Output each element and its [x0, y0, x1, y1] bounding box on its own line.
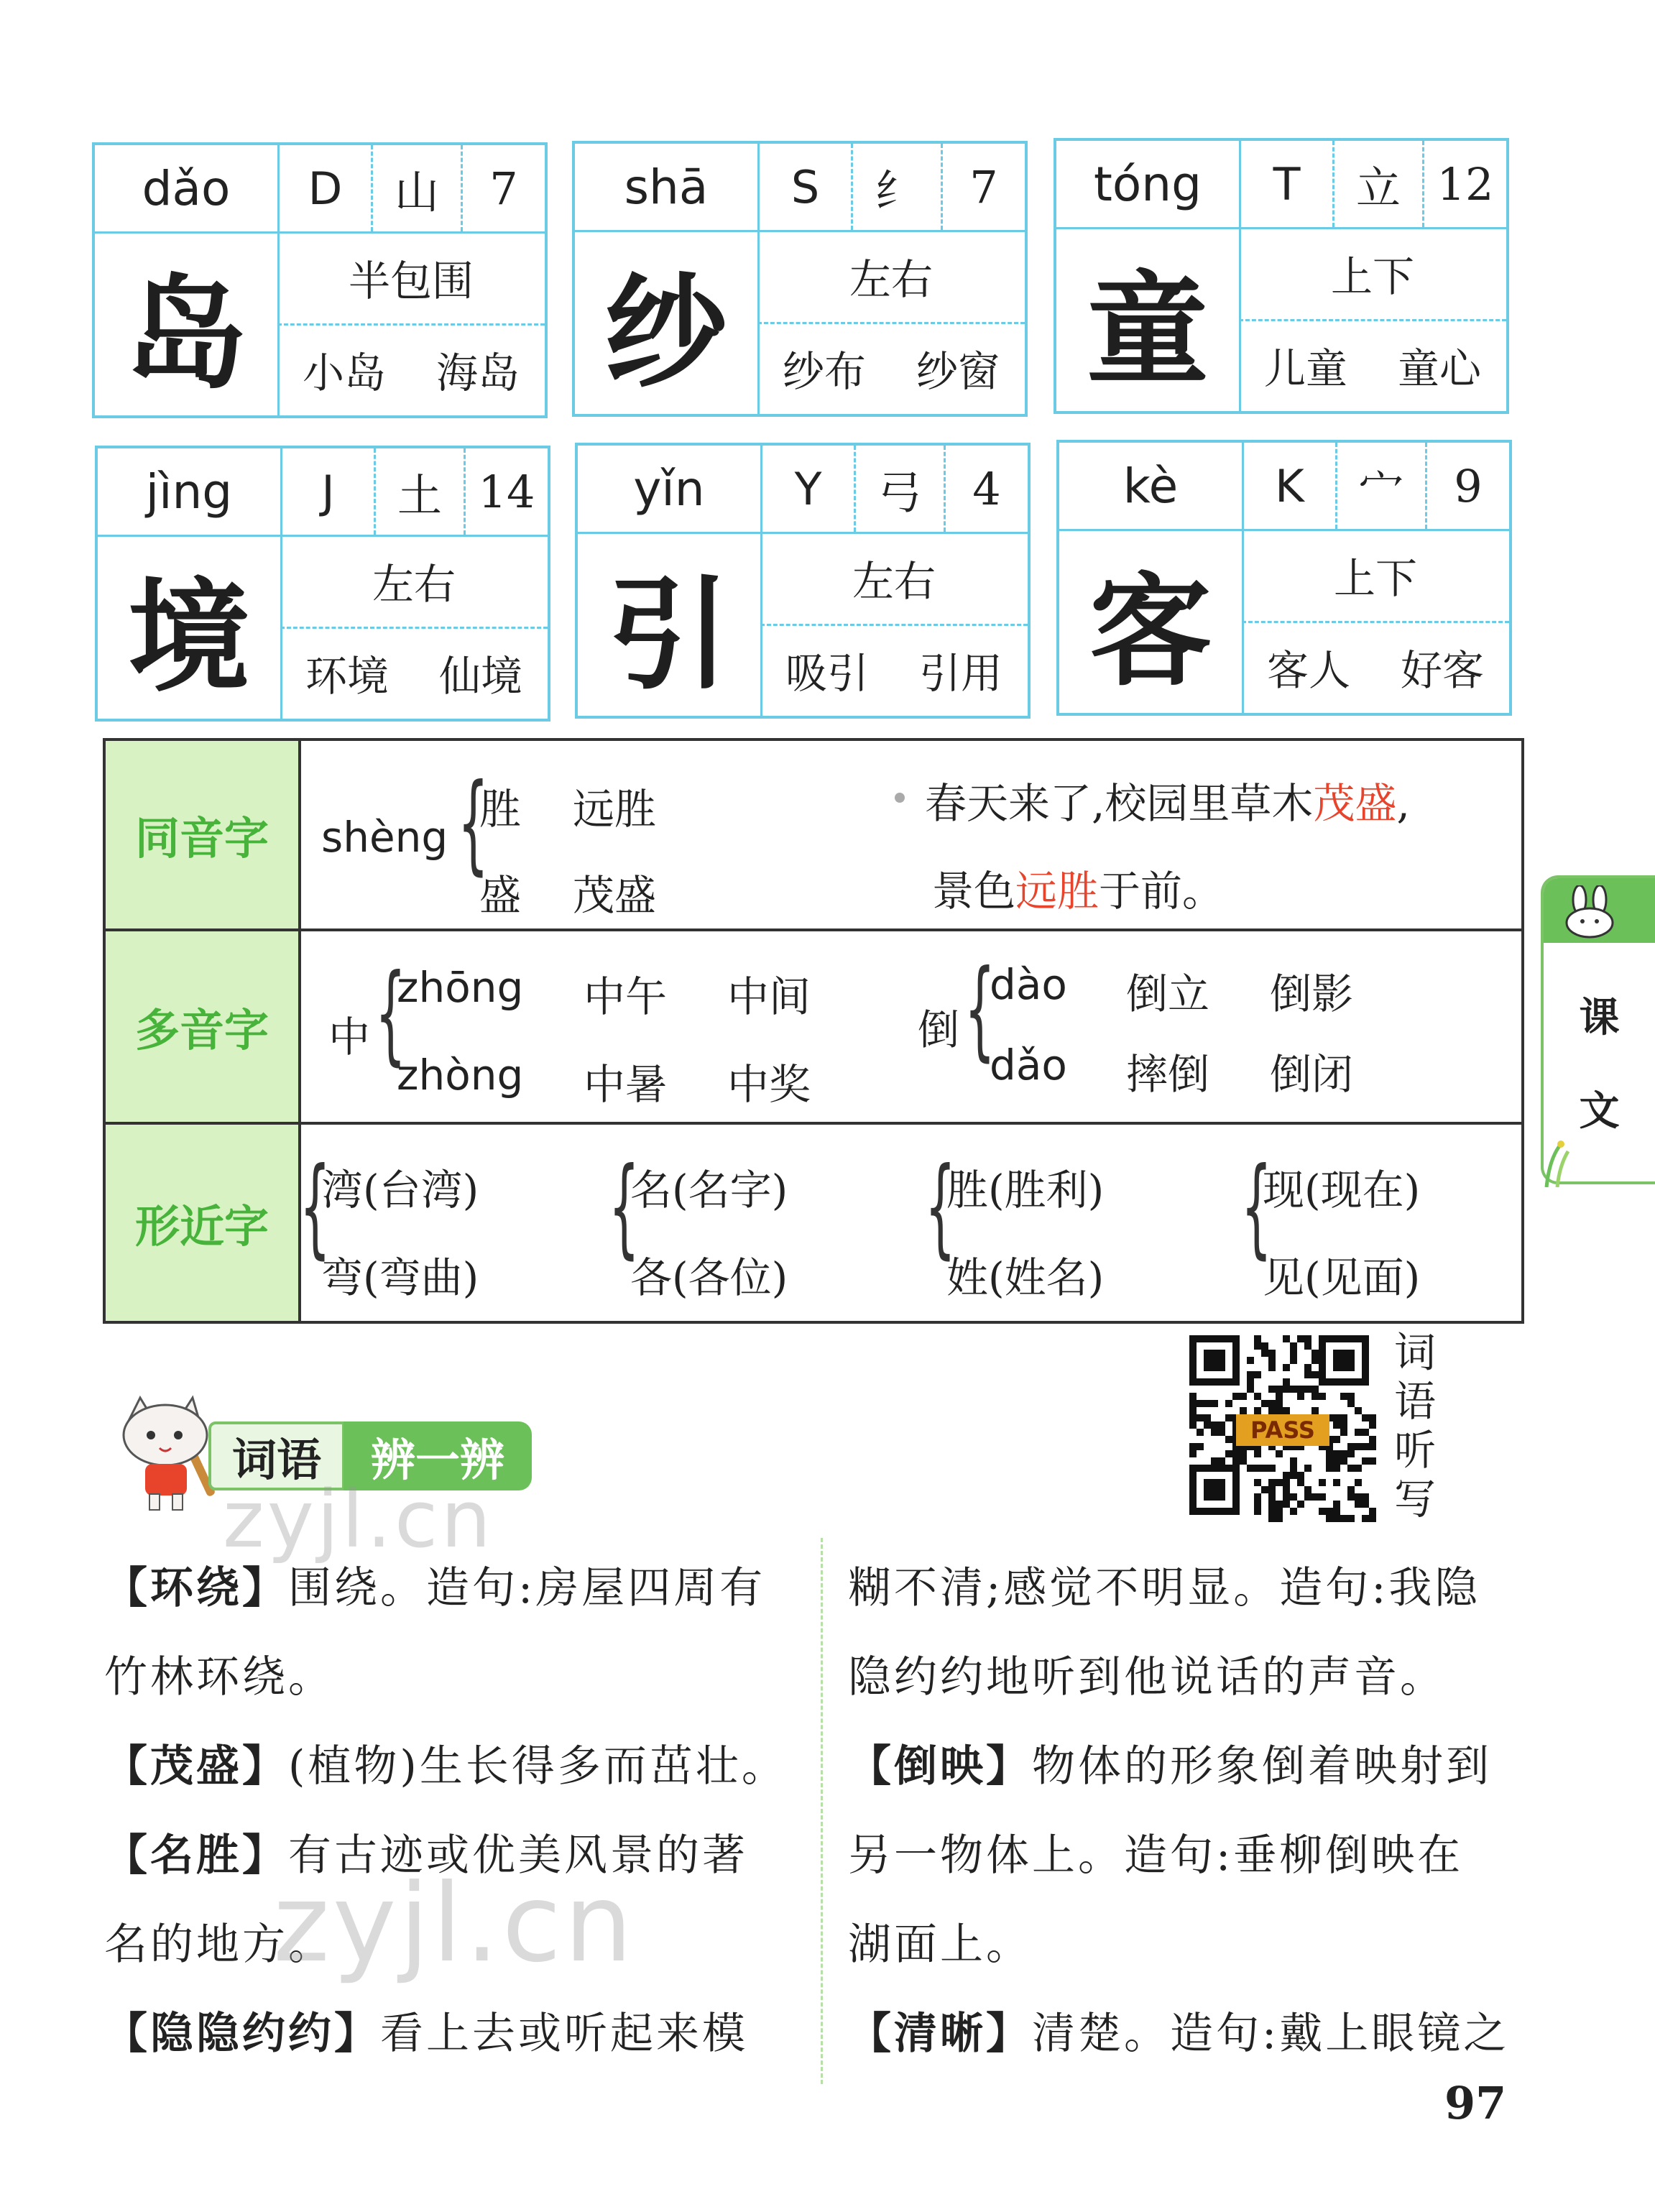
- bullet-icon: [895, 793, 905, 803]
- card-words: [280, 627, 548, 719]
- card-radical: 纟: [851, 144, 941, 230]
- definition-keyword: 【环绕】: [104, 1563, 288, 1613]
- card-character: 童: [1056, 227, 1241, 411]
- definition-text: 看上去或听起来模: [380, 2009, 748, 2059]
- definition-line: [104, 1633, 334, 1722]
- card-radical: 弓: [854, 446, 944, 532]
- homophone-label: 同音字: [106, 741, 301, 928]
- similar-char-item: 胜(胜利): [946, 1166, 1105, 1215]
- card-character: 客: [1059, 529, 1244, 713]
- character-comparison-table: [103, 738, 1524, 1324]
- section-title-a: 词语: [208, 1421, 345, 1490]
- definition-line: [848, 1900, 1032, 1989]
- card-word: 儿童: [1263, 344, 1347, 393]
- definition-keyword: 【茂盛】: [104, 1741, 288, 1792]
- polyphone-label: 多音字: [106, 931, 301, 1122]
- brace: {: [964, 947, 995, 1072]
- card-structure: 上下: [1242, 529, 1509, 623]
- card-strokes: 9: [1425, 443, 1509, 529]
- card-words: [757, 322, 1025, 414]
- card-structure: 上下: [1239, 227, 1506, 321]
- card-letter: Y: [760, 446, 854, 532]
- card-letter: S: [757, 144, 851, 230]
- card-letter: J: [280, 448, 374, 535]
- polyphone-char: 倒: [918, 1005, 960, 1054]
- brace: {: [925, 1145, 956, 1270]
- similar-char-item: 湾(台湾): [321, 1166, 479, 1215]
- definition-text: 湖面上。: [848, 1920, 1032, 1970]
- card-structure: 左右: [280, 535, 548, 629]
- side-tab-char: 文: [1579, 1088, 1620, 1135]
- polyphone-word: 中间: [727, 972, 811, 1021]
- card-strokes: 14: [464, 448, 548, 535]
- card-word: 海岛: [435, 349, 520, 397]
- chapter-side-tab[interactable]: [1541, 875, 1655, 1184]
- card-character: 纱: [575, 230, 760, 414]
- polyphone-row: [106, 931, 1521, 1122]
- definition-text: 隐约约地听到他说话的声音。: [848, 1652, 1446, 1702]
- definition-keyword: 【倒映】: [848, 1741, 1032, 1792]
- polyphone-word: 中奖: [727, 1060, 811, 1109]
- card-structure: 半包围: [277, 231, 545, 326]
- brace: {: [375, 951, 406, 1077]
- card-character: 境: [98, 535, 282, 719]
- example-sentence-line2: 景色远胜于前。: [932, 867, 1225, 916]
- definition-text: 围绕。造句:房屋四周有: [288, 1563, 766, 1613]
- card-word: 环境: [305, 652, 389, 701]
- definition-text: 物体的形象倒着映射到: [1032, 1741, 1492, 1792]
- homophone-pinyin: shèng: [321, 813, 448, 862]
- char-card: [572, 141, 1028, 417]
- polyphone-word: 中午: [584, 972, 668, 1021]
- section-title-b: 辨一辨: [344, 1421, 532, 1490]
- homophone-row: [106, 741, 1521, 928]
- card-pinyin: kè: [1122, 458, 1179, 514]
- homophone-char: 盛: [479, 871, 522, 920]
- similar-char-item: 弯(弯曲): [321, 1253, 479, 1302]
- grass-icon: [1539, 1130, 1582, 1187]
- homophone-word: 茂盛: [573, 871, 657, 920]
- card-structure: 左右: [760, 532, 1028, 626]
- page-number: 97: [1444, 2077, 1507, 2129]
- char-card: [575, 443, 1031, 719]
- definition-line: [848, 1633, 1446, 1722]
- definition-line: [848, 1811, 1463, 1900]
- char-card: [1056, 440, 1512, 716]
- homophone-word: 远胜: [573, 785, 657, 834]
- homophone-char: 胜: [479, 785, 522, 834]
- definition-text: 竹林环绕。: [104, 1652, 334, 1702]
- polyphone-word: 摔倒: [1126, 1050, 1210, 1099]
- similar-char-label: 形近字: [106, 1125, 301, 1321]
- card-words: [760, 624, 1028, 716]
- column-divider: [821, 1538, 823, 2084]
- definition-line: [104, 1722, 788, 1811]
- definition-text: 另一物体上。造句:垂柳倒映在: [848, 1830, 1464, 1881]
- qr-label-char: 写: [1394, 1475, 1437, 1524]
- card-word: 引用: [918, 649, 1002, 698]
- brace: {: [458, 761, 489, 886]
- card-word: 吸引: [785, 649, 869, 698]
- card-character: 引: [578, 532, 762, 716]
- similar-char-item: 名(名字): [630, 1166, 788, 1215]
- definition-keyword: 【隐隐约约】: [104, 2009, 380, 2059]
- card-word: 客人: [1266, 646, 1350, 695]
- polyphone-word: 倒闭: [1270, 1050, 1354, 1099]
- definition-line: [848, 1544, 1480, 1633]
- card-word: 好客: [1400, 646, 1484, 695]
- card-word: 纱窗: [916, 347, 1000, 396]
- qr-label-char: 语: [1394, 1377, 1437, 1426]
- card-strokes: 7: [941, 144, 1025, 230]
- brace: {: [300, 1145, 331, 1270]
- polyphone-pinyin: dào: [990, 960, 1067, 1009]
- definition-keyword: 【名胜】: [104, 1830, 288, 1881]
- card-pinyin: jìng: [145, 464, 233, 520]
- card-words: [1242, 621, 1509, 713]
- card-word: 纱布: [782, 347, 866, 396]
- definition-line: [848, 1989, 1509, 2078]
- brace: {: [609, 1145, 640, 1270]
- definition-line: [104, 1989, 748, 2078]
- similar-char-item: 各(各位): [630, 1253, 788, 1302]
- example-sentence-line1: 春天来了,校园里草木茂盛,: [925, 779, 1410, 828]
- rabbit-icon: [1558, 885, 1623, 939]
- side-tab-char: 课: [1579, 995, 1620, 1041]
- polyphone-word: 中暑: [584, 1060, 668, 1109]
- similar-char-item: 现(现在): [1263, 1166, 1421, 1215]
- watermark: zyjl.cn: [273, 1861, 636, 1986]
- card-letter: D: [277, 145, 371, 231]
- card-letter: K: [1242, 443, 1335, 529]
- definition-line: [848, 1722, 1492, 1811]
- card-radical: 立: [1332, 141, 1422, 227]
- card-strokes: 12: [1422, 141, 1506, 227]
- card-words: [277, 323, 545, 415]
- qr-label-char: 听: [1394, 1426, 1437, 1475]
- card-pinyin: shā: [624, 159, 709, 215]
- char-card: [92, 142, 548, 418]
- card-words: [1239, 319, 1506, 411]
- card-radical: 宀: [1335, 443, 1425, 529]
- similar-char-item: 姓(姓名): [946, 1253, 1105, 1302]
- card-word: 小岛: [302, 349, 386, 397]
- similar-char-row: [106, 1125, 1521, 1321]
- similar-char-item: 见(见面): [1263, 1253, 1421, 1302]
- card-character: 岛: [95, 231, 280, 415]
- definition-text: 清楚。造句:戴上眼镜之: [1032, 2009, 1510, 2059]
- polyphone-word: 倒影: [1270, 969, 1354, 1018]
- char-card: [95, 446, 550, 722]
- polyphone-char: 中: [328, 1013, 371, 1061]
- card-pinyin: yǐn: [633, 461, 705, 517]
- watermark: zyjl.cn: [223, 1473, 494, 1565]
- card-word: 童心: [1397, 344, 1481, 393]
- char-card: [1054, 138, 1509, 414]
- polyphone-pinyin: zhòng: [397, 1051, 524, 1100]
- card-strokes: 4: [944, 446, 1028, 532]
- card-structure: 左右: [757, 230, 1025, 324]
- card-pinyin: tóng: [1094, 156, 1202, 212]
- definition-text: 有古迹或优美风景的著: [288, 1830, 748, 1881]
- brace: {: [1241, 1145, 1272, 1270]
- definition-text: 名的地方。: [104, 1920, 334, 1970]
- definition-text: (植物)生长得多而茁壮。: [288, 1741, 788, 1792]
- qr-logo: PASS: [1236, 1414, 1329, 1446]
- polyphone-pinyin: dǎo: [990, 1041, 1067, 1089]
- polyphone-word: 倒立: [1126, 969, 1210, 1018]
- card-strokes: 7: [461, 145, 545, 231]
- polyphone-pinyin: zhōng: [397, 963, 524, 1012]
- definition-text: 糊不清;感觉不明显。造句:我隐: [848, 1563, 1481, 1613]
- card-radical: 山: [371, 145, 461, 231]
- qr-label: [1394, 1328, 1444, 1524]
- qr-label-char: 词: [1394, 1328, 1437, 1377]
- definition-keyword: 【清晰】: [848, 2009, 1032, 2059]
- card-pinyin: dǎo: [142, 160, 231, 216]
- card-radical: 土: [374, 448, 464, 535]
- card-word: 仙境: [438, 652, 522, 701]
- card-letter: T: [1239, 141, 1332, 227]
